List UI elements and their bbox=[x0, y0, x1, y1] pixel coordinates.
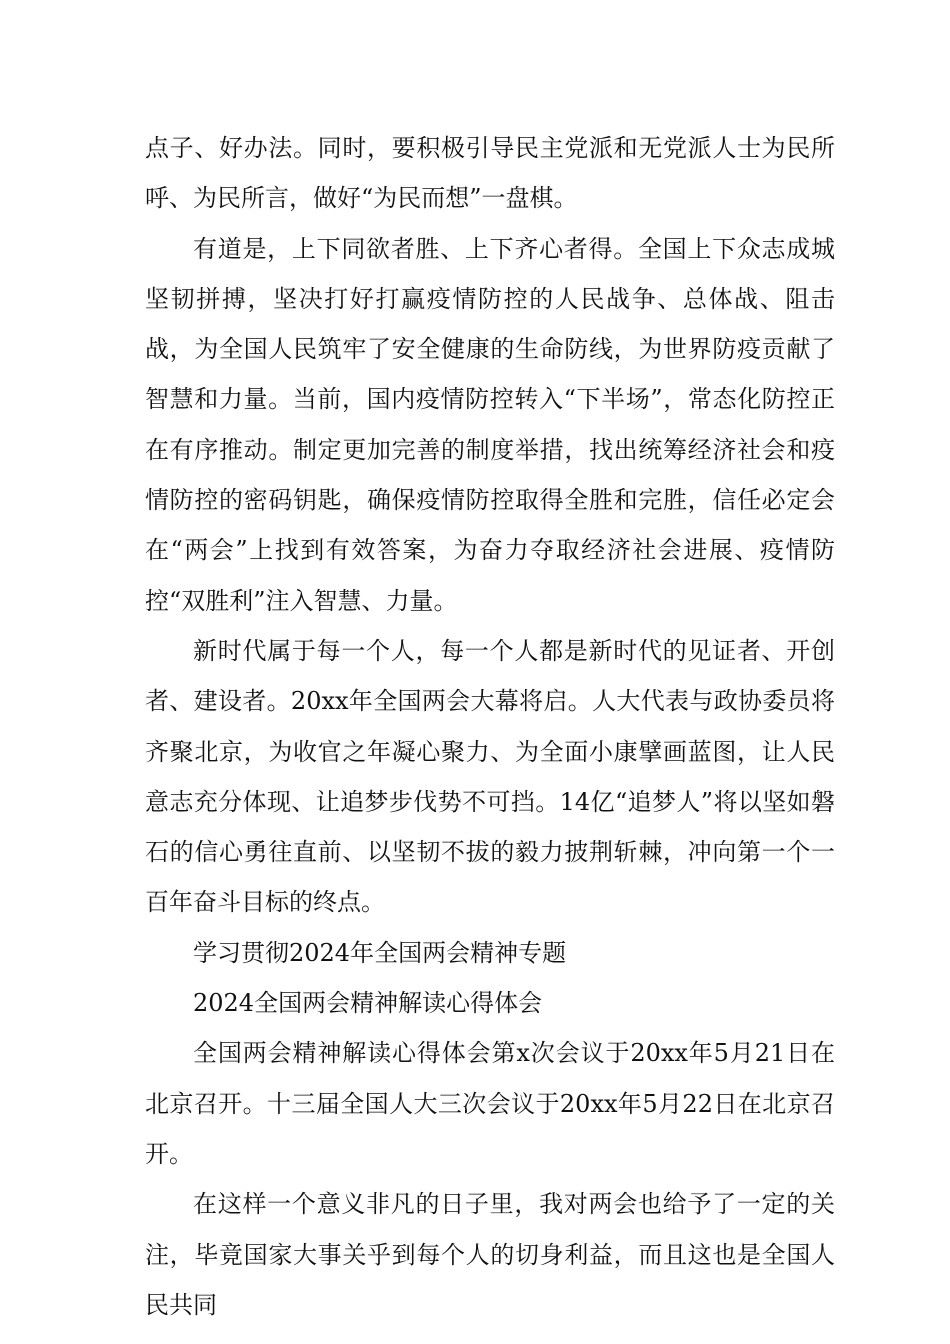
paragraph-continuation: 点子、好办法。同时，要积极引导民主党派和无党派人士为民所呼、为民所言，做好“为民而想”一盘棋。 bbox=[145, 134, 835, 213]
section-heading-topic: 学习贯彻2024年全国两会精神专题 bbox=[193, 938, 567, 967]
paragraph-epidemic-prevention: 有道是，上下同欲者胜、上下齐心者得。全国上下众志成城坚韧拼搏，坚决打好打赢疫情防控的人民战争、总体战、阻击战，为全国人民筑牢了安全健康的生命防线，为世界防疫贡献了智慧和力量。当前，国内疫情防控转入“下半场”，常态化防控正在有序推动。制定更加完善的制度举措，找出统筹经济社会和疫情防控的密码钥匙，确保疫情防控取得全胜和完胜，信任必定会在“两会”上找到有效答案，为奋力夺取经济社会进展、疫情防控“双胜利”注入智慧、力量。 bbox=[145, 234, 835, 615]
paragraph-new-era: 新时代属于每一个人，每一个人都是新时代的见证者、开创者、建设者。20xx年全国两会大幕将启。人大代表与政协委员将齐聚北京，为收官之年凝心聚力、为全面小康擘画蓝图，让人民意志充分体现、让追梦步伐势不可挡。14亿“追梦人”将以坚如磐石的信心勇往直前、以坚韧不拔的毅力披荆斩棘，冲向第一个一百年奋斗目标的终点。 bbox=[145, 636, 835, 917]
document-body bbox=[145, 123, 835, 1330]
paragraph-meeting-dates: 全国两会精神解读心得体会第x次会议于20xx年5月21日在北京召开。十三届全国人大三次会议于20xx年5月22日在北京召开。 bbox=[145, 1039, 835, 1168]
paragraph-attention: 在这样一个意义非凡的日子里，我对两会也给予了一定的关注，毕竟国家大事关乎到每个人的切身利益，而且这也是全国人民共同 bbox=[145, 1190, 835, 1319]
section-heading-reflection: 2024全国两会精神解读心得体会 bbox=[193, 989, 543, 1018]
